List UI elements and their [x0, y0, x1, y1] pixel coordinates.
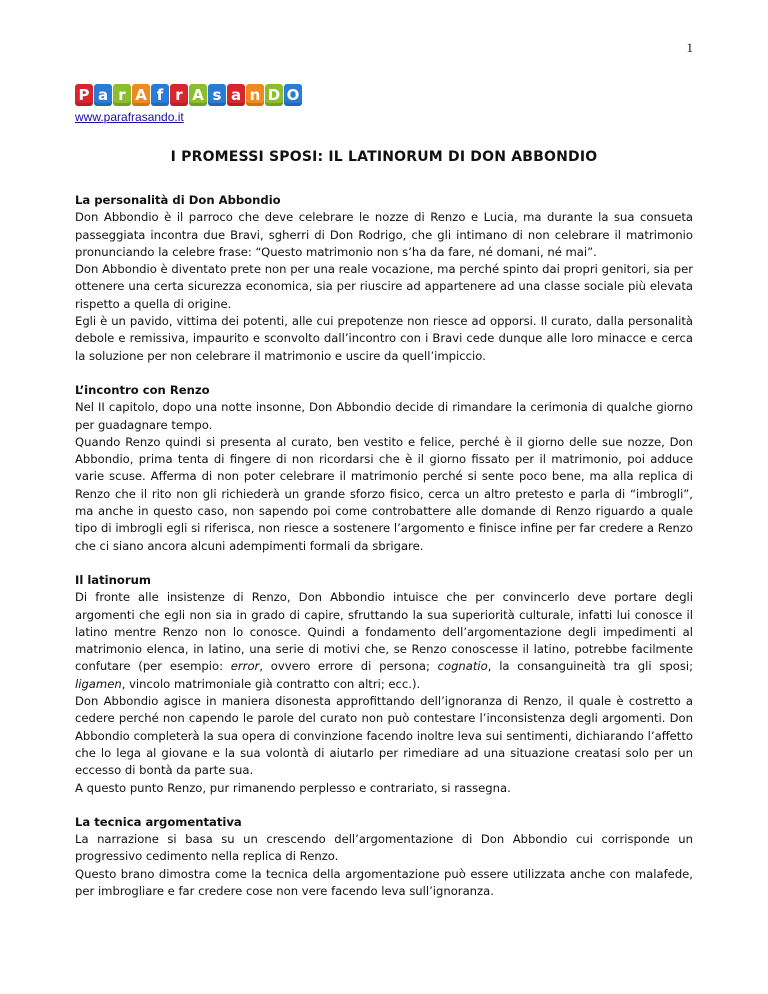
- paragraph: A questo punto Renzo, pur rimanendo perplesso e contrariato, si rassegna.: [75, 780, 511, 795]
- paragraph: [75, 589, 693, 693]
- page-number: 1: [686, 40, 693, 55]
- logo-letter-tile: f: [151, 84, 169, 106]
- section-personalita: [75, 192, 693, 365]
- page-title: I PROMESSI SPOSI: IL LATINORUM DI DON ABBONDIO: [170, 149, 598, 165]
- logo-letter-tile: A: [132, 84, 150, 106]
- site-link[interactable]: www.parafrasando.it: [75, 110, 184, 124]
- paragraph: La narrazione si basa su un crescendo dell’argomentazione di Don Abbondio cui corrisponde un progressivo cedimento nella replica di Renzo.: [75, 832, 693, 864]
- section-tecnica: [75, 814, 693, 900]
- section-heading: La personalità di Don Abbondio: [75, 193, 281, 207]
- parafrasando-logo[interactable]: [75, 84, 302, 106]
- logo-letter-tile: O: [284, 84, 302, 106]
- latin-term-error: error: [230, 659, 260, 674]
- logo-letter-tile: r: [170, 84, 188, 106]
- document-body: [75, 192, 693, 917]
- section-incontro: [75, 382, 693, 555]
- latin-term-cognatio: cognatio: [437, 659, 488, 674]
- section-latinorum: [75, 572, 693, 797]
- logo-letter-tile: A: [189, 84, 207, 106]
- paragraph: Don Abbondio è diventato prete non per una reale vocazione, ma perché spinto dai propri genitori, sia per ottenere una certa sicurezza economica, sia per riuscire ad appartenere ad una classe sociale più elevata rispetto a quella di origine.: [75, 262, 693, 311]
- text-run: Di fronte alle insistenze di Renzo, Don Abbondio intuisce che per convincerlo deve portare degli argomenti che egli non sia in grado di capire, sfruttando la sua superiorità culturale, infatti lui conosce il latino mentre Renzo non lo conosce. Quindi a fondamento dell’argomentazione degli impedimenti al matrimonio elenca, in latino, una serie di motivi che, se Renzo conoscesse il latino, potrebbe facilmente confutare (per esempio:: [75, 590, 693, 674]
- section-heading: L’incontro con Renzo: [75, 382, 210, 397]
- text-run: , ovvero errore di persona;: [259, 659, 438, 674]
- text-run: , vincolo matrimoniale già contratto con altri; ecc.).: [121, 676, 421, 691]
- logo-letter-tile: D: [265, 84, 283, 106]
- logo-letter-tile: r: [113, 84, 131, 106]
- paragraph: Don Abbondio è il parroco che deve celebrare le nozze di Renzo e Lucia, ma durante la sua consueta passeggiata incontra due Bravi, sgherri di Don Rodrigo, che gli intimano di non celebrare il matrimonio pronunciando la celebre frase: “Questo matrimonio non s’ha da fare, né domani, né mai”.: [75, 210, 693, 259]
- logo-letter-tile: s: [208, 84, 226, 106]
- section-heading: Il latinorum: [75, 572, 151, 587]
- logo-letter-tile: P: [75, 84, 93, 106]
- logo-letter-tile: n: [246, 84, 264, 106]
- text-run: , la consanguineità tra gli sposi;: [487, 659, 694, 674]
- logo-letter-tile: a: [227, 84, 245, 106]
- logo-letter-tile: a: [94, 84, 112, 106]
- paragraph: Egli è un pavido, vittima dei potenti, alle cui prepotenze non riesce ad opporsi. Il curato, dalla personalità debole e remissiva, impaurito e sconvolto dall’incontro con i Bravi cede dunque alle loro minacce e cerca la soluzione per non celebrare il matrimonio e uscire da quell’impiccio.: [75, 314, 693, 363]
- paragraph: Nel II capitolo, dopo una notte insonne, Don Abbondio decide di rimandare la cerimonia di qualche giorno per guadagnare tempo.: [75, 400, 693, 432]
- paragraph: Don Abbondio agisce in maniera disonesta approfittando dell’ignoranza di Renzo, il quale è costretto a cedere perché non capendo le parole del curato non può contestare l’inconsistenza degli argomenti. Don Abbondio completerà la sua opera di convinzione facendo inoltre leva sui sentimenti, dichiarando l’affetto che lo lega al giovane e la sua volontà di aiutarlo per rimediare ad una situazione creatasi solo per un eccesso di bontà da parte sua.: [75, 694, 693, 778]
- paragraph: Quando Renzo quindi si presenta al curato, ben vestito e felice, perché è il giorno delle sue nozze, Don Abbondio, prima tenta di fingere di non ricordarsi che è il giorno fissato per il matrimonio, poi adduce varie scuse. Afferma di non poter celebrare il matrimonio perché si sente poco bene, ma alla replica di Renzo che il rito non gli richiederà un grande sforzo fisico, cerca un altro pretesto e parla di “imbrogli”, ma anche in questo caso, non sapendo poi come controbattere alle domande di Renzo riguardo a quale tipo di imbrogli egli si riferisca, non riesce a sostenere l’argomento e finisce infine per far credere a Renzo che ci siano ancora alcuni adempimenti formali da sbrigare.: [75, 434, 693, 553]
- latin-term-ligamen: ligamen: [75, 676, 122, 691]
- section-heading: La tecnica argomentativa: [75, 814, 242, 829]
- paragraph: Questo brano dimostra come la tecnica della argomentazione può essere utilizzata anche con malafede, per imbrogliare e far credere cose non vere facendo leva sull’ignoranza.: [75, 866, 693, 898]
